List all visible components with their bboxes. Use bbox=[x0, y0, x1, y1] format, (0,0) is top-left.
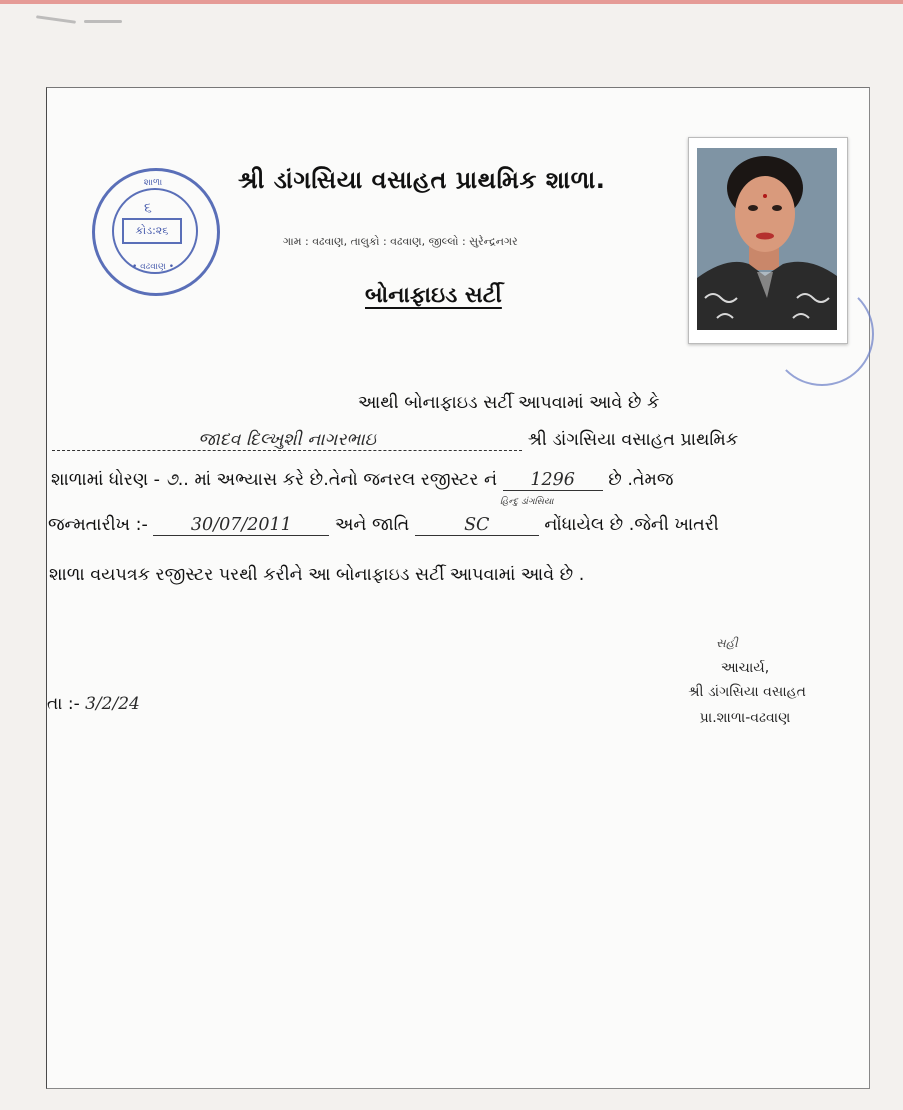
certificate-title: બોનાફાઇડ સર્ટી bbox=[365, 283, 502, 308]
caste-note: હિન્દુ ડાંગસિયા bbox=[500, 497, 554, 507]
body-line-2-suffix: શ્રી ડાંગસિયા વસાહત પ્રાથમિક bbox=[527, 430, 739, 450]
signature-title: આચાર્ય, bbox=[720, 660, 770, 676]
scan-mark bbox=[84, 20, 122, 23]
caste-value: SC bbox=[415, 515, 539, 536]
seal-code-box: કોડ:૨૬ bbox=[122, 218, 182, 244]
body-line-4 bbox=[48, 515, 719, 536]
student-name: જાદવ દિલ્ખુશી નાગરભાઇ bbox=[52, 430, 522, 451]
body-line-5: શાળા વયપત્રક રજીસ્ટર પરથી કરીને આ બોનાફાઇડ સર્ટી આપવામાં આવે છે . bbox=[49, 565, 585, 585]
dob-label: જન્મતારીખ :- bbox=[48, 515, 148, 535]
school-name: શ્રી ડાંગસિયા વસાહત પ્રાથમિક શાળા. bbox=[238, 166, 606, 194]
seal-overlap-arc bbox=[770, 282, 874, 386]
body-line-3-suffix: છે .તેમજ bbox=[608, 470, 674, 490]
caste-label: અને જાતિ bbox=[334, 515, 410, 535]
register-number: 1296 bbox=[503, 470, 603, 491]
seal-top-text: શાળા bbox=[143, 178, 163, 188]
seal-bottom-text: • વઢવાણ • bbox=[131, 262, 175, 272]
school-address: ગામ : વઢવાણ, તાલુકો : વઢવાણ, જીલ્લો : સુરેન્દ્રનગર bbox=[283, 235, 518, 248]
body-line-3-mid: માં અભ્યાસ કરે છે.તેનો જનરલ રજીસ્ટર નં bbox=[194, 470, 498, 490]
body-line-1: આથી બોનાફાઇડ સર્ટી આપવામાં આવે છે કે bbox=[358, 393, 660, 413]
dob-value: 30/07/2011 bbox=[153, 515, 329, 536]
date-line bbox=[47, 694, 140, 714]
signature-mark: સહી bbox=[716, 636, 738, 650]
signature-line-2: પ્રા.શાળા-વઢવાણ bbox=[699, 710, 791, 726]
body-line-3: શાળામાં ધોરણ - ૭.. માં અભ્યાસ કરે છે.તેનો જનરલ રજીસ્ટર નં 1296 છે .તેમજ bbox=[51, 470, 674, 490]
seal-center-number: ૬ bbox=[144, 200, 152, 216]
body-line-4-suffix: નોંધાયેલ છે .જેની ખાતરી bbox=[544, 515, 719, 535]
date-value: 3/2/24 bbox=[85, 694, 140, 714]
body-line-2 bbox=[52, 430, 738, 451]
signature-line-1: શ્રી ડાંગસિયા વસાહત bbox=[688, 684, 806, 700]
scan-mark bbox=[36, 15, 76, 24]
date-label: તા :- bbox=[47, 694, 80, 714]
standard-value: ૭ bbox=[165, 470, 178, 490]
top-edge-strip bbox=[0, 0, 903, 4]
body-line-3-prefix: શાળામાં ધોરણ - bbox=[51, 470, 160, 490]
